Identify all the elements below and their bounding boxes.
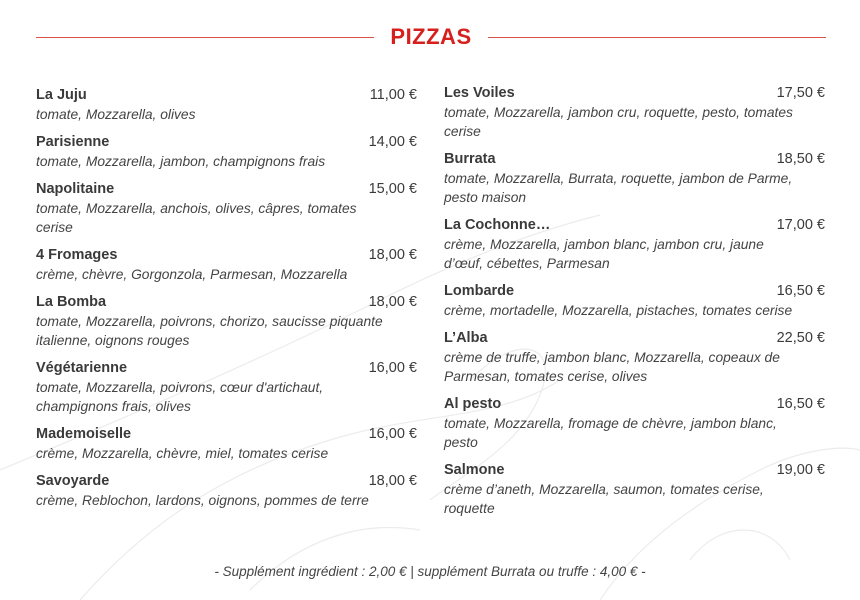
- pizza-price: 16,50 €: [776, 283, 825, 299]
- pizza-ingredients: crème, Mozzarella, chèvre, miel, tomates cerise: [36, 446, 329, 461]
- pizza-name: La Cochonne…: [444, 217, 551, 233]
- pizza-price: 19,00 €: [776, 462, 825, 478]
- pizza-name: Savoyarde: [36, 473, 110, 489]
- pizza-name: L’Alba: [444, 330, 488, 346]
- menu-item: [36, 425, 420, 463]
- pizza-price: 14,00 €: [368, 134, 417, 150]
- menu-item: [36, 246, 420, 284]
- pizza-price: 16,50 €: [776, 396, 825, 412]
- pizza-price: 17,00 €: [776, 217, 825, 233]
- pizza-price: 18,00 €: [368, 247, 417, 263]
- pizza-ingredients: tomate, Mozzarella, Burrata, roquette, jambon de Parme, pesto maison: [444, 171, 793, 205]
- pizza-ingredients: tomate, Mozzarella, jambon, champignons frais: [36, 154, 326, 169]
- menu-item: [444, 216, 828, 273]
- pizza-ingredients: tomate, Mozzarella, fromage de chèvre, jambon blanc, pesto: [444, 416, 777, 450]
- pizza-ingredients: tomate, Mozzarella, poivrons, cœur d'artichaut, champignons frais, olives: [36, 380, 324, 414]
- pizza-name: Al pesto: [444, 396, 502, 412]
- pizza-price: 18,00 €: [368, 294, 417, 310]
- menu-column-left: [36, 86, 420, 519]
- supplement-note: - Supplément ingrédient : 2,00 € | supplément Burrata ou truffe : 4,00 € -: [214, 564, 646, 579]
- menu-item: [36, 86, 420, 124]
- menu-item: [444, 329, 828, 386]
- menu-item: [36, 359, 420, 416]
- pizza-price: 11,00 €: [369, 87, 417, 103]
- pizza-name: Napolitaine: [36, 181, 115, 197]
- pizza-ingredients: tomate, Mozzarella, olives: [36, 107, 196, 122]
- pizza-price: 15,00 €: [368, 181, 417, 197]
- pizza-price: 18,50 €: [776, 151, 825, 167]
- menu-item: [444, 395, 828, 452]
- pizza-name: Salmone: [444, 462, 505, 478]
- pizza-name: Lombarde: [444, 283, 515, 299]
- section-header: [36, 22, 826, 52]
- menu-item: [444, 461, 828, 518]
- pizza-ingredients: crème, Reblochon, lardons, oignons, pommes de terre: [36, 493, 369, 508]
- menu-item: [444, 282, 828, 320]
- pizza-name: La Juju: [36, 87, 87, 103]
- pizza-price: 16,00 €: [368, 426, 417, 442]
- pizza-ingredients: tomate, Mozzarella, jambon cru, roquette, pesto, tomates cerise: [444, 105, 793, 139]
- pizza-price: 16,00 €: [368, 360, 417, 376]
- pizza-ingredients: crème, Mozzarella, jambon blanc, jambon cru, jaune d’œuf, cébettes, Parmesan: [444, 237, 764, 271]
- pizza-name: Mademoiselle: [36, 426, 132, 442]
- menu-item: [36, 133, 420, 171]
- pizza-ingredients: crème, chèvre, Gorgonzola, Parmesan, Mozzarella: [36, 267, 348, 282]
- menu-column-right: [444, 84, 828, 527]
- pizza-name: Burrata: [444, 151, 496, 167]
- header-rule-left: [36, 37, 374, 38]
- pizza-price: 18,00 €: [368, 473, 417, 489]
- pizza-name: 4 Fromages: [36, 247, 118, 263]
- pizza-name: Végétarienne: [36, 360, 128, 376]
- header-rule-right: [488, 37, 826, 38]
- menu-item: [36, 472, 420, 510]
- pizza-name: La Bomba: [36, 294, 107, 310]
- pizza-name: Les Voiles: [444, 85, 515, 101]
- section-title: PIZZAS: [390, 24, 472, 49]
- pizza-ingredients: tomate, Mozzarella, anchois, olives, câpres, tomates cerise: [36, 201, 357, 235]
- pizza-ingredients: crème d’aneth, Mozzarella, saumon, tomates cerise, roquette: [444, 482, 764, 516]
- pizza-ingredients: crème, mortadelle, Mozzarella, pistaches, tomates cerise: [444, 303, 793, 318]
- menu-item: [36, 293, 420, 350]
- pizza-ingredients: tomate, Mozzarella, poivrons, chorizo, saucisse piquante italienne, oignons rouges: [36, 314, 383, 348]
- pizza-name: Parisienne: [36, 134, 110, 150]
- menu-item: [36, 180, 420, 237]
- pizza-ingredients: crème de truffe, jambon blanc, Mozzarella, copeaux de Parmesan, tomates cerise, olives: [444, 350, 780, 384]
- menu-item: [444, 84, 828, 141]
- pizza-price: 22,50 €: [776, 330, 825, 346]
- pizza-price: 17,50 €: [776, 85, 825, 101]
- menu-item: [444, 150, 828, 207]
